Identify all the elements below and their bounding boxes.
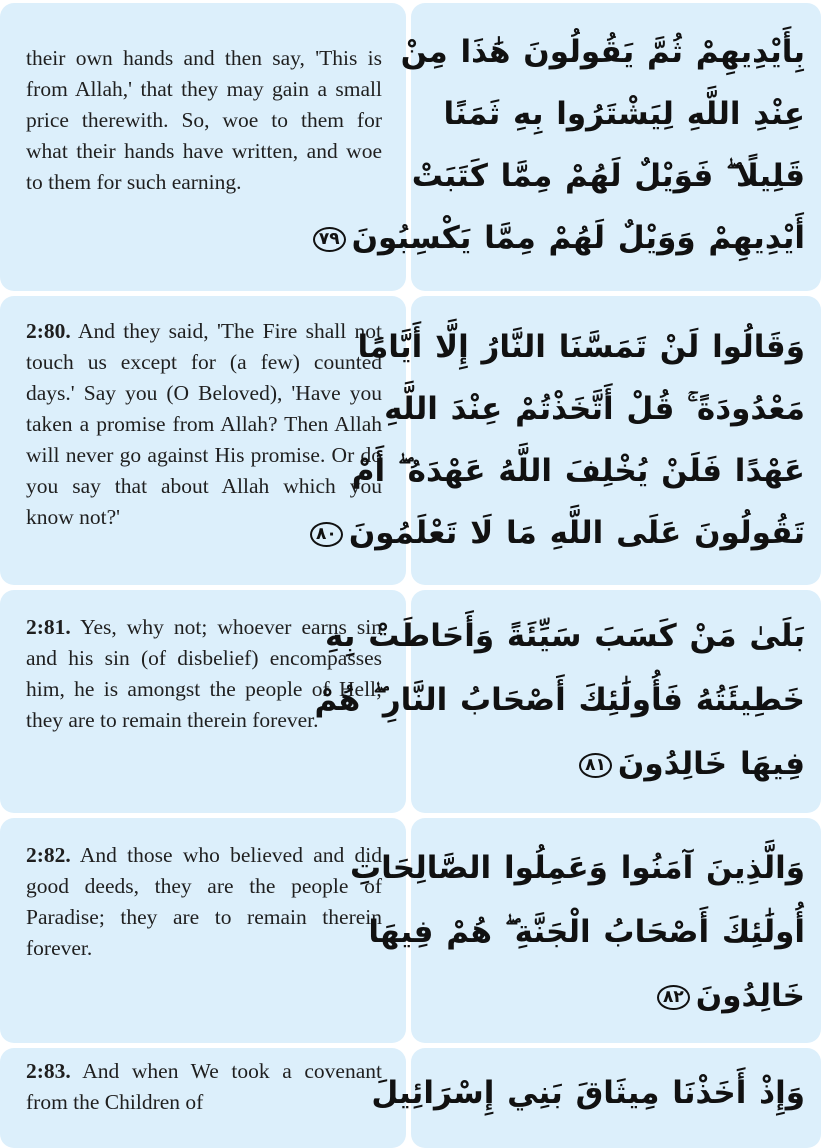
verse-row-82 <box>0 818 821 1043</box>
arabic-line <box>318 207 805 269</box>
verse-reference: 2:80. <box>26 319 71 343</box>
translation-body: And they said, 'The Fire shall not touch us except for (a few) counted days.' Say you (O Beloved), 'Have you taken a promise from Allah? Then Allah will never go against His promise. Or do you say that about Allah which you know not?' <box>26 319 382 529</box>
arabic-line: عِنْدِ اللَّهِ لِيَشْتَرُوا بِهِ ثَمَنًا <box>443 96 805 132</box>
english-translation-cell <box>0 818 406 1043</box>
arabic-verse-text <box>314 604 805 796</box>
ayah-number-marker: ٨١ <box>579 753 612 778</box>
arabic-line <box>431 964 805 1028</box>
arabic-line: بَلَىٰ مَنْ كَسَبَ سَيِّئَةً وَأَحَاطَتْ بِهِ <box>324 618 805 654</box>
arabic-line <box>431 732 805 796</box>
ayah-number-marker: ٨٠ <box>310 522 343 547</box>
translation-body: And when We took a covenant from the Children of <box>26 1059 382 1114</box>
arabic-line: وَإِذْ أَخَذْنَا مِيثَاقَ بَنِي إِسْرَائِيلَ <box>371 1075 805 1111</box>
arabic-verse-cell <box>316 296 821 585</box>
translation-body: Yes, why not; whoever earns sin and his sin (of disbelief) encompasses him, he is amongst the people of Hell; they are to remain therein forever. <box>26 615 383 732</box>
arabic-line: مَعْدُودَةً ۚ قُلْ أَتَّخَذْتُمْ عِنْدَ اللَّهِ <box>384 391 805 427</box>
english-translation-text <box>26 840 382 964</box>
arabic-verse-text <box>318 21 805 269</box>
arabic-line-text: تَقُولُونَ عَلَى اللَّهِ مَا لَا تَعْلَمُونَ <box>348 515 805 551</box>
arabic-line: وَالَّذِينَ آمَنُوا وَعَمِلُوا الصَّالِحَاتِ <box>349 850 805 886</box>
arabic-verse-cell <box>318 3 821 291</box>
ayah-number-marker: ٨٢ <box>657 985 690 1010</box>
verse-reference: 2:82. <box>26 843 71 867</box>
verse-reference: 2:83. <box>26 1059 71 1083</box>
arabic-verse-text <box>316 316 805 564</box>
arabic-verse-text <box>349 836 805 1028</box>
verse-row-80 <box>0 296 821 585</box>
arabic-line-text: أَيْدِيهِمْ وَوَيْلٌ لَهُمْ مِمَّا يَكْسِبُونَ <box>351 220 805 256</box>
arabic-verse-cell <box>371 1048 821 1148</box>
arabic-line: خَطِيئَتُهُ فَأُولَٰئِكَ أَصْحَابُ النَّارِ ۖ هُمْ <box>314 682 805 718</box>
english-translation-cell <box>0 1048 406 1148</box>
verse-row-83 <box>0 1048 821 1148</box>
arabic-line <box>316 502 805 564</box>
verse-reference: 2:81. <box>26 615 71 639</box>
arabic-line: بِأَيْدِيهِمْ ثُمَّ يَقُولُونَ هَٰذَا مِنْ <box>400 34 805 70</box>
arabic-verse-cell <box>314 590 821 813</box>
arabic-line-text: فِيهَا خَالِدُونَ <box>617 746 805 782</box>
english-translation-text <box>26 43 382 198</box>
arabic-line: عَهْدًا فَلَنْ يُخْلِفَ اللَّهُ عَهْدَهُ ۖ أَمْ <box>351 453 805 489</box>
arabic-line: قَلِيلًا ۖ فَوَيْلٌ لَهُمْ مِمَّا كَتَبَتْ <box>411 158 805 194</box>
english-translation-text <box>26 316 382 533</box>
arabic-verse-cell <box>349 818 821 1043</box>
english-translation-text <box>26 1056 382 1118</box>
arabic-line-text: خَالِدُونَ <box>695 978 805 1014</box>
verse-row-79 <box>0 3 821 291</box>
arabic-line: أُولَٰئِكَ أَصْحَابُ الْجَنَّةِ ۖ هُمْ فِيهَا <box>368 914 805 950</box>
verse-row-81 <box>0 590 821 813</box>
arabic-line: وَقَالُوا لَنْ تَمَسَّنَا النَّارُ إِلَّا أَيَّامًا <box>357 329 805 365</box>
arabic-verse-text <box>371 1062 805 1124</box>
translation-body: And those who believed and did good deeds, they are the people of Paradise; they are to remain therein forever. <box>26 843 382 960</box>
translation-body: their own hands and then say, 'This is from Allah,' that they may gain a small price therewith. So, woe to them for what their hands have written, and woe to them for such earning. <box>26 46 382 194</box>
ayah-number-marker: ٧٩ <box>313 227 346 252</box>
